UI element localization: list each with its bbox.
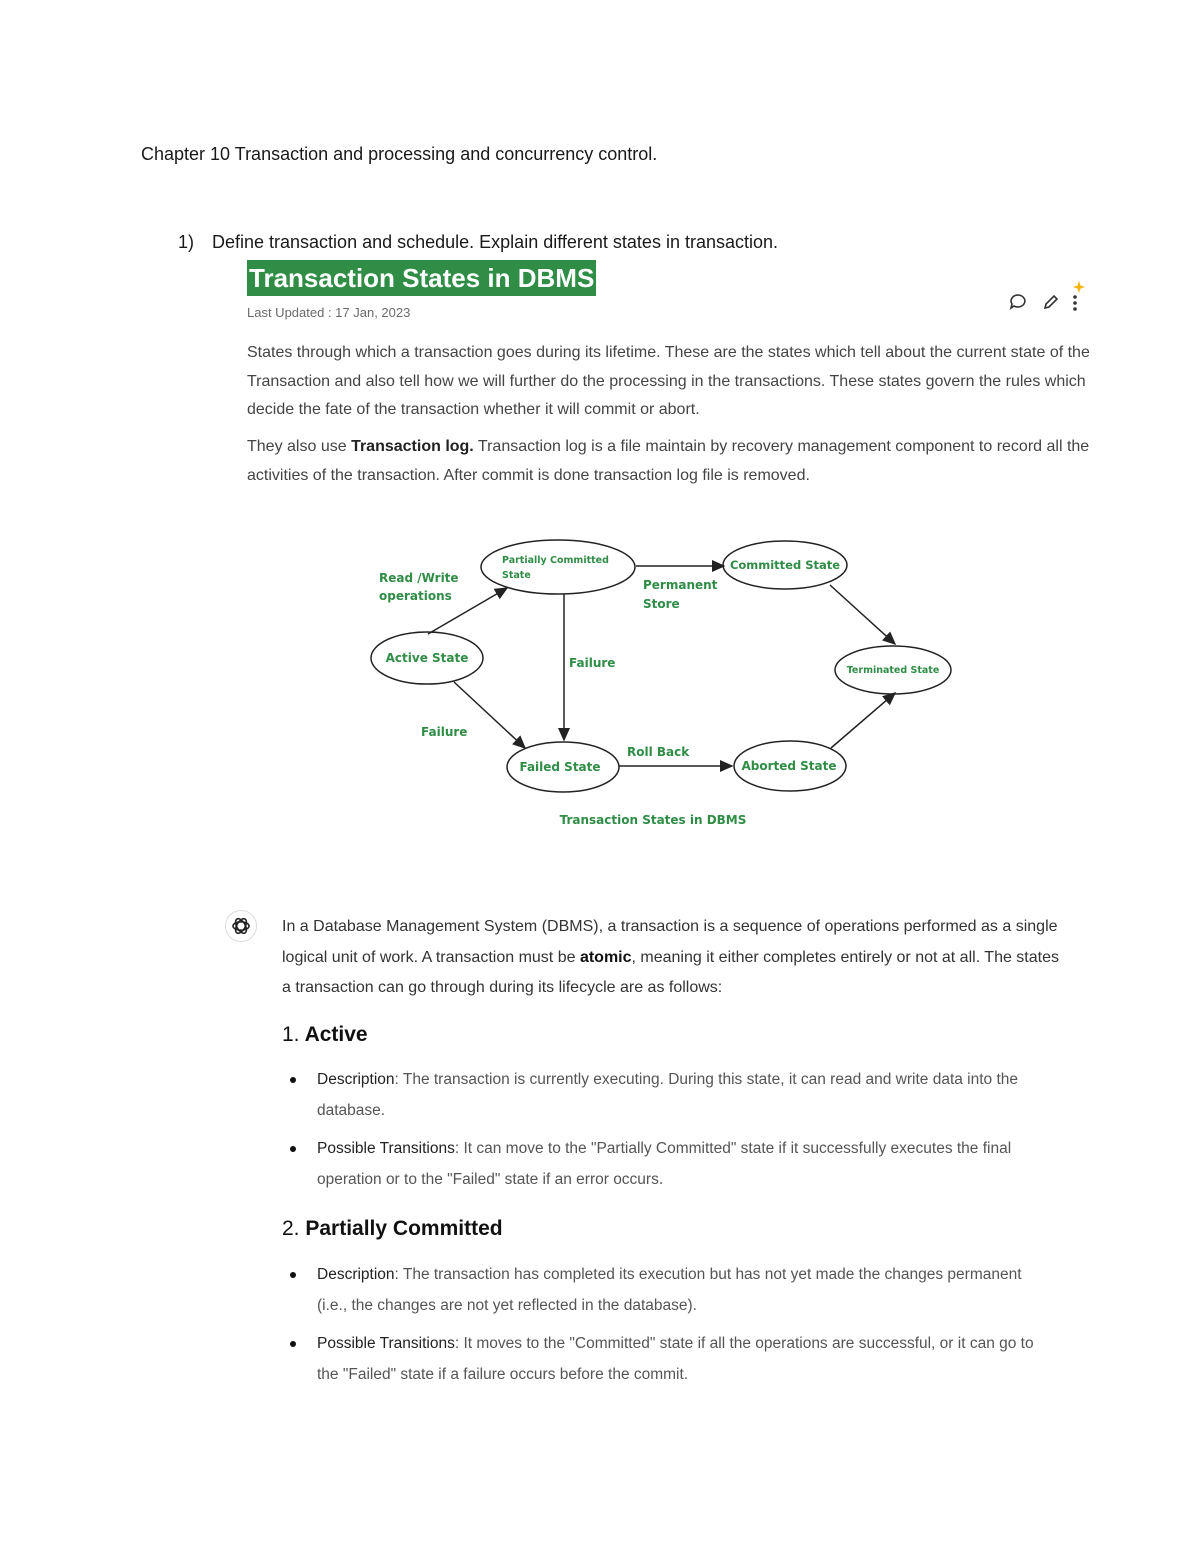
edit-icon[interactable]	[1041, 292, 1061, 317]
bullet-dot	[290, 1341, 296, 1347]
terminated-state-label: Terminated State	[846, 665, 940, 676]
section-heading-partially-committed	[282, 1217, 1062, 1241]
transaction-states-diagram	[360, 530, 970, 840]
intro-paragraph: States through which a transaction goes during its lifetime. These are the states which tell about the current state of the Transaction and also tell how we will further do the processing in the transactions. These states govern the rules which decide the fate of the transaction whether it will commit or abort.	[247, 344, 1090, 418]
atomic-term: atomic	[579, 948, 632, 966]
question	[178, 232, 778, 253]
bullet-label: Description	[317, 1071, 395, 1088]
failure-left-label: Failure	[421, 725, 468, 739]
bullet-dot	[290, 1077, 296, 1083]
permanent-label-1: Permanent	[643, 578, 718, 592]
bullet-dot	[290, 1272, 296, 1278]
chat-intro	[282, 912, 1062, 1004]
bullet-dot	[290, 1146, 296, 1152]
partial-state-label-2: State	[502, 570, 531, 581]
diagram-caption: Transaction States in DBMS	[559, 813, 747, 827]
rw-label-2: operations	[379, 589, 452, 603]
chat-intro-b: , meaning it either completes entirely or not at all. The states a transaction can go through during its lifecycle are as follows:	[282, 948, 1059, 996]
transaction-log-term: Transaction log.	[351, 438, 474, 455]
committed-state-label: Committed State	[729, 558, 841, 572]
rollback-label: Roll Back	[627, 745, 690, 759]
section-title: Partially Committed	[305, 1217, 503, 1240]
bullet-text: : The transaction has completed its execution but has not yet made the changes permanent (i.e., the changes are not yet reflected in the database).	[317, 1266, 1022, 1314]
last-updated: Last Updated : 17 Jan, 2023	[247, 305, 411, 320]
transaction-log-paragraph	[247, 433, 1107, 490]
bullet-text: : It can move to the "Partially Committed" state if it successfully executes the final operation or to the "Failed" state if an error occurs.	[317, 1140, 1012, 1188]
arrow-committed-to-terminated	[830, 585, 895, 644]
rw-label-1: Read /Write	[379, 571, 459, 585]
chatgpt-logo-icon	[225, 910, 257, 942]
bullet-text: : It moves to the "Committed" state if all the operations are successful, or it can go to the "Failed" state if a failure occurs before the commit.	[317, 1335, 1034, 1383]
bullet-label: Possible Transitions	[317, 1140, 455, 1157]
comment-icon[interactable]	[1008, 292, 1028, 317]
sparkle-icon	[1072, 280, 1086, 299]
section-heading-active	[282, 1023, 1062, 1047]
section-number: 1.	[282, 1023, 300, 1046]
section-title: Active	[304, 1023, 368, 1046]
chat-intro-a: In a Database Management System (DBMS), a transaction is a sequence of operations performed as a single logical unit of work. A transaction must be	[282, 918, 1058, 966]
bullet-text: : The transaction is currently executing. During this state, it can read and write data into the database.	[317, 1071, 1019, 1119]
partial-state-label-1: Partially Committed	[502, 555, 609, 566]
question-text: Define transaction and schedule. Explain different states in transaction.	[212, 232, 779, 252]
failure-mid-label: Failure	[569, 656, 616, 670]
arrow-aborted-to-terminated	[831, 693, 895, 748]
chapter-title: Chapter 10 Transaction and processing and concurrency control.	[141, 144, 658, 164]
article-actions	[1008, 292, 1088, 316]
aborted-state-label: Aborted State	[741, 759, 837, 773]
para2-prefix: They also use	[247, 438, 352, 455]
failed-state-label: Failed State	[519, 760, 601, 774]
bullet-label: Possible Transitions	[317, 1335, 455, 1352]
question-number: 1)	[178, 232, 195, 252]
active-state-label: Active State	[385, 651, 469, 665]
partially-committed-node	[481, 540, 635, 594]
bullet-label: Description	[317, 1266, 395, 1283]
para2-rest: Transaction log is a file maintain by recovery management component to record all the activities of the transaction. After commit is done transaction log file is removed.	[247, 438, 1090, 484]
section-number: 2.	[282, 1217, 300, 1240]
article-title: Transaction States in DBMS	[247, 260, 596, 296]
permanent-label-2: Store	[643, 597, 680, 611]
